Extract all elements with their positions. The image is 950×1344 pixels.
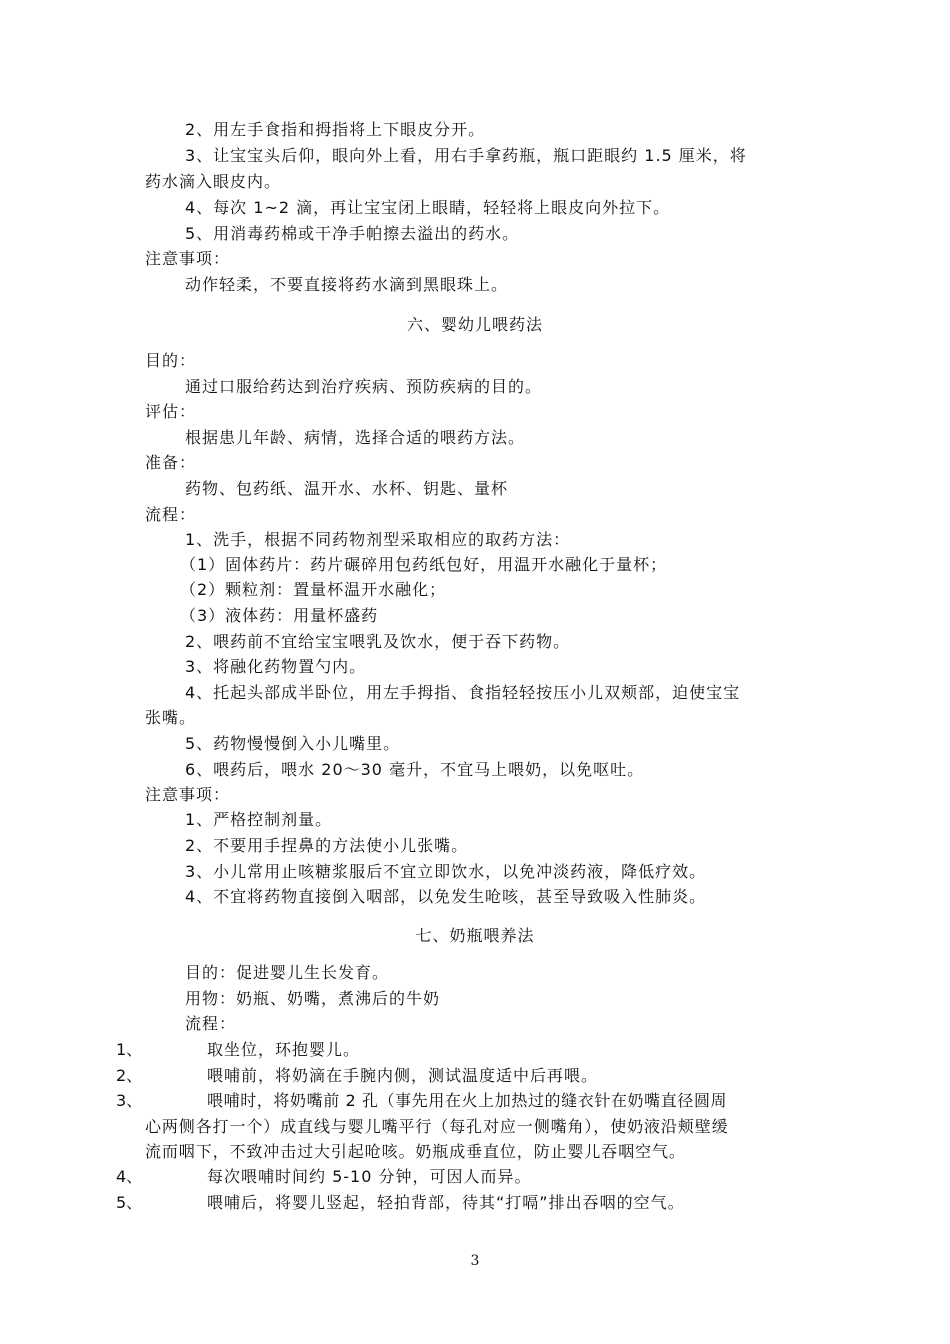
s6-flow1: 1、洗手，根据不同药物剂型采取相应的取药方法：: [185, 530, 571, 549]
s6-purpose: 通过口服给药达到治疗疾病、预防疾病的目的。: [185, 377, 543, 396]
s6-prep: 药物、包药纸、温开水、水杯、钥匙、量杯: [185, 479, 509, 498]
s7-step3-num: 3、: [116, 1091, 143, 1110]
s7-step1: 取坐位，环抱婴儿。: [207, 1040, 361, 1059]
s7-purpose: 目的：促进婴儿生长发育。: [185, 963, 390, 982]
s5-step3: 3、让宝宝头后仰，眼向外上看，用右手拿药瓶，瓶口距眼约 1.5 厘米，将: [185, 146, 747, 165]
s6-flow3: 3、将融化药物置勺内。: [185, 657, 367, 676]
s6-flow6: 6、喂药后，喂水 20～30 毫升，不宜马上喂奶，以免呕吐。: [185, 760, 645, 779]
s7-items: 用物：奶瓶、奶嘴，煮沸后的牛奶: [185, 989, 441, 1008]
s6-flow5: 5、药物慢慢倒入小儿嘴里。: [185, 734, 401, 753]
s7-step3-cont1: 心两侧各打一个）成直线与婴儿嘴平行（每孔对应一侧嘴角），使奶液沿颊壁缓: [145, 1117, 729, 1136]
s6-flow4-cont: 张嘴。: [145, 708, 197, 727]
s6-note4: 4、不宜将药物直接倒入咽部，以免发生呛咳，甚至导致吸入性肺炎。: [185, 887, 707, 906]
s5-step5: 5、用消毒药棉或干净手帕擦去溢出的药水。: [185, 224, 520, 243]
s7-step5: 喂哺后，将婴儿竖起，轻拍背部，待其“打嗝”排出吞咽的空气。: [207, 1193, 685, 1212]
s6-notes-label: 注意事项：: [145, 785, 231, 804]
s5-step2: 2、用左手食指和拇指将上下眼皮分开。: [185, 120, 486, 139]
s7-step2: 喂哺前，将奶滴在手腕内侧，测试温度适中后再喂。: [207, 1066, 599, 1085]
s7-flow-label: 流程：: [185, 1014, 237, 1033]
s6-flow4: 4、托起头部成半卧位，用左手拇指、食指轻轻按压小儿双颊部，迫使宝宝: [185, 683, 741, 702]
s6-flow1-1: （1）固体药片：药片碾碎用包药纸包好，用温开水融化于量杯；: [180, 555, 668, 574]
s7-step5-num: 5、: [116, 1193, 143, 1212]
section6-title: 六、婴幼儿喂药法: [406, 315, 543, 334]
s6-flow1-3: （3）液体药：用量杯盛药: [180, 606, 379, 625]
s7-step1-num: 1、: [116, 1040, 143, 1059]
s6-prep-label: 准备：: [145, 453, 197, 472]
page-number: 3: [470, 1253, 480, 1269]
section7-title: 七、奶瓶喂养法: [415, 926, 535, 945]
s5-step4: 4、每次 1~2 滴，再让宝宝闭上眼睛，轻轻将上眼皮向外拉下。: [185, 198, 671, 217]
s7-step3-cont2: 流而咽下，不致冲击过大引起呛咳。奶瓶成垂直位，防止婴儿吞咽空气。: [145, 1142, 686, 1161]
s6-note2: 2、不要用手捏鼻的方法使小儿张嘴。: [185, 836, 469, 855]
s7-step4: 每次喂哺时间约 5-10 分钟，可因人而异。: [207, 1167, 532, 1186]
s6-flow-label: 流程：: [145, 505, 197, 524]
s6-note1: 1、严格控制剂量。: [185, 810, 333, 829]
s7-step2-num: 2、: [116, 1066, 143, 1085]
s5-step3-cont: 药水滴入眼皮内。: [145, 172, 282, 191]
s7-step3: 喂哺时，将奶嘴前 2 孔（事先用在火上加热过的缝衣针在奶嘴直径圆周: [207, 1091, 728, 1110]
s5-notes-label: 注意事项：: [145, 249, 231, 268]
s6-assess: 根据患儿年龄、病情，选择合适的喂药方法。: [185, 428, 526, 447]
s6-flow2: 2、喂药前不宜给宝宝喂乳及饮水，便于吞下药物。: [185, 632, 571, 651]
s5-note1: 动作轻柔，不要直接将药水滴到黑眼珠上。: [185, 275, 509, 294]
s6-flow1-2: （2）颗粒剂：置量杯温开水融化；: [180, 580, 447, 599]
s7-step4-num: 4、: [116, 1167, 143, 1186]
s6-note3: 3、小儿常用止咳糖浆服后不宜立即饮水，以免冲淡药液，降低疗效。: [185, 862, 707, 881]
s6-purpose-label: 目的：: [145, 351, 197, 370]
s6-assess-label: 评估：: [145, 402, 197, 421]
